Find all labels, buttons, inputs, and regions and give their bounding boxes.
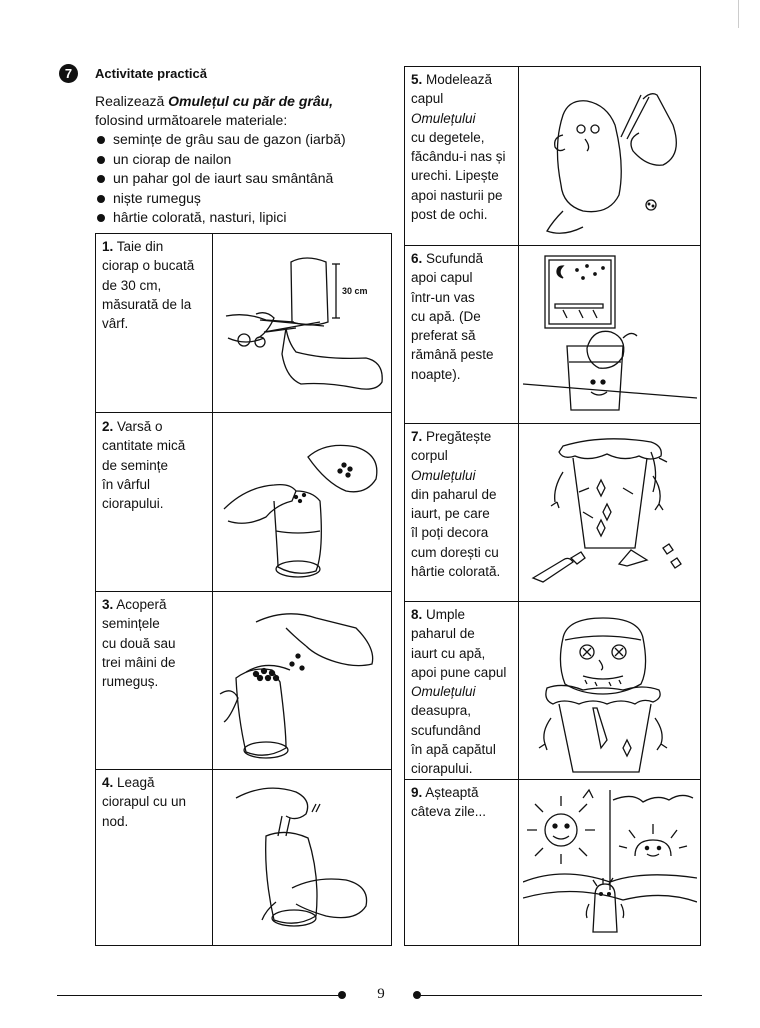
activity-title: Activitate practică — [95, 66, 207, 81]
step-line: Modelează — [422, 72, 493, 87]
step-line: cum dorești cu — [411, 544, 499, 560]
step-cell-3 — [96, 591, 391, 769]
step-line: în apă capătul — [411, 742, 496, 758]
step-line: ciorapului. — [102, 496, 164, 512]
step-number: 8. — [411, 607, 423, 622]
step-line: îl poți decora — [411, 525, 489, 541]
step-cell-6 — [405, 245, 700, 423]
measurement-label: 30 cm — [342, 286, 368, 296]
step-line: câteva zile... — [411, 804, 487, 820]
step-line: corpul — [411, 448, 448, 464]
step-line: nod. — [102, 813, 129, 829]
step-line: deasupra, — [411, 703, 472, 719]
intro-line-2: folosind următoarele materiale: — [95, 112, 288, 128]
step-line: măsurată de la — [102, 296, 192, 312]
step-line: Acoperă — [113, 597, 167, 612]
material-item: un ciorap de nailon — [95, 150, 395, 170]
step-line: Umple — [422, 607, 466, 622]
step-line: Varsă o — [113, 419, 163, 434]
activity-number-badge: 7 — [59, 64, 78, 83]
step-line: noapte). — [411, 366, 461, 382]
material-item: un pahar gol de iaurt sau smântână — [95, 169, 395, 189]
material-item: niște rumeguș — [95, 189, 395, 209]
step-line: trei mâini de — [102, 654, 176, 670]
step-line: ciorap o bucată — [102, 258, 195, 274]
step-number: 3. — [102, 597, 114, 612]
materials-list — [95, 130, 395, 228]
decorated-cup-illustration — [523, 432, 697, 598]
step-number: 6. — [411, 251, 423, 266]
step-line: în vârful — [102, 476, 151, 492]
sun-and-figure-illustration — [523, 786, 697, 942]
tying-knot-illustration — [216, 776, 388, 942]
step-line: Omulețului — [411, 467, 476, 483]
page-number: 9 — [377, 986, 385, 1002]
intro-prefix: Realizează — [95, 93, 169, 109]
assembled-figure-illustration — [523, 608, 697, 776]
step-9-text — [411, 783, 486, 822]
footer-line-right — [417, 995, 702, 996]
step-line: scufundând — [411, 722, 481, 738]
step-line: din paharul de — [411, 486, 497, 502]
step-cell-2 — [96, 412, 391, 591]
step-line: Taie din — [113, 239, 164, 254]
step-line: preferat să — [411, 328, 476, 344]
step-line: Pregătește — [422, 429, 492, 444]
step-number: 1. — [102, 239, 114, 254]
step-line: semințele — [102, 616, 160, 632]
step-line: ciorapului. — [411, 761, 473, 777]
step-number: 9. — [411, 785, 423, 800]
shaping-head-illustration — [523, 75, 697, 239]
step-line: Omulețului — [411, 110, 476, 126]
step-line: iaurt cu apă, — [411, 645, 486, 661]
step-8-text — [411, 605, 506, 779]
footer-dot-left — [338, 991, 346, 999]
step-line: hârtie colorată. — [411, 564, 501, 580]
step-line: paharul de — [411, 626, 475, 642]
adding-sawdust-illustration — [216, 598, 388, 764]
step-7-text — [411, 427, 500, 581]
page-edge-rule — [738, 0, 739, 28]
step-line: Omulețului — [411, 684, 476, 700]
step-line: apoi capul — [411, 270, 473, 286]
intro-emphasis: Omulețul cu păr de grâu, — [168, 93, 334, 109]
step-line: într-un vas — [411, 289, 475, 305]
step-cell-5 — [405, 67, 700, 245]
step-line: cu două sau — [102, 635, 176, 651]
step-line: apoi pune capul — [411, 664, 507, 680]
step-line: cu apă. (De — [411, 308, 481, 324]
step-line: urechi. Lipește — [411, 168, 499, 184]
step-line: de semințe — [102, 457, 169, 473]
step-line: rumeguș. — [102, 674, 159, 690]
steps-table-left — [95, 233, 392, 946]
step-number: 2. — [102, 419, 114, 434]
step-line: apoi nasturii pe — [411, 187, 503, 203]
step-3-text — [102, 595, 176, 691]
pouring-seeds-illustration — [216, 421, 388, 583]
step-1-text — [102, 237, 194, 333]
material-item: hârtie colorată, nasturi, lipici — [95, 208, 395, 228]
step-line: făcându-i nas și — [411, 149, 506, 165]
step-line: vârf. — [102, 316, 129, 332]
step-line: post de ochi. — [411, 207, 488, 223]
step-number: 7. — [411, 429, 423, 444]
step-line: Leagă — [113, 775, 155, 790]
step-line: iaurt, pe care — [411, 506, 490, 522]
step-4-text — [102, 773, 186, 831]
step-number: 4. — [102, 775, 114, 790]
step-cell-1 — [96, 234, 391, 412]
step-2-text — [102, 417, 185, 513]
sock-cutting-illustration — [216, 242, 388, 402]
step-cell-8 — [405, 601, 700, 779]
activity-intro — [95, 92, 395, 228]
step-cell-7 — [405, 423, 700, 601]
step-number: 5. — [411, 72, 423, 87]
steps-table-right — [404, 66, 701, 946]
step-line: cantitate mică — [102, 438, 186, 454]
step-line: capul — [411, 91, 444, 107]
step-line: Așteaptă — [422, 785, 479, 800]
intro-line-1 — [95, 92, 395, 111]
head-in-water-illustration — [523, 252, 697, 420]
footer-line-left — [57, 995, 342, 996]
step-line: de 30 cm, — [102, 277, 162, 293]
step-cell-9 — [405, 779, 700, 945]
step-line: Scufundă — [422, 251, 484, 266]
step-line: ciorapul cu un — [102, 794, 187, 810]
step-cell-4 — [96, 769, 391, 947]
step-line: rămână peste — [411, 347, 494, 363]
step-6-text — [411, 249, 494, 384]
step-5-text — [411, 70, 506, 224]
material-item: semințe de grâu sau de gazon (iarbă) — [95, 130, 395, 150]
step-line: cu degetele, — [411, 129, 485, 145]
